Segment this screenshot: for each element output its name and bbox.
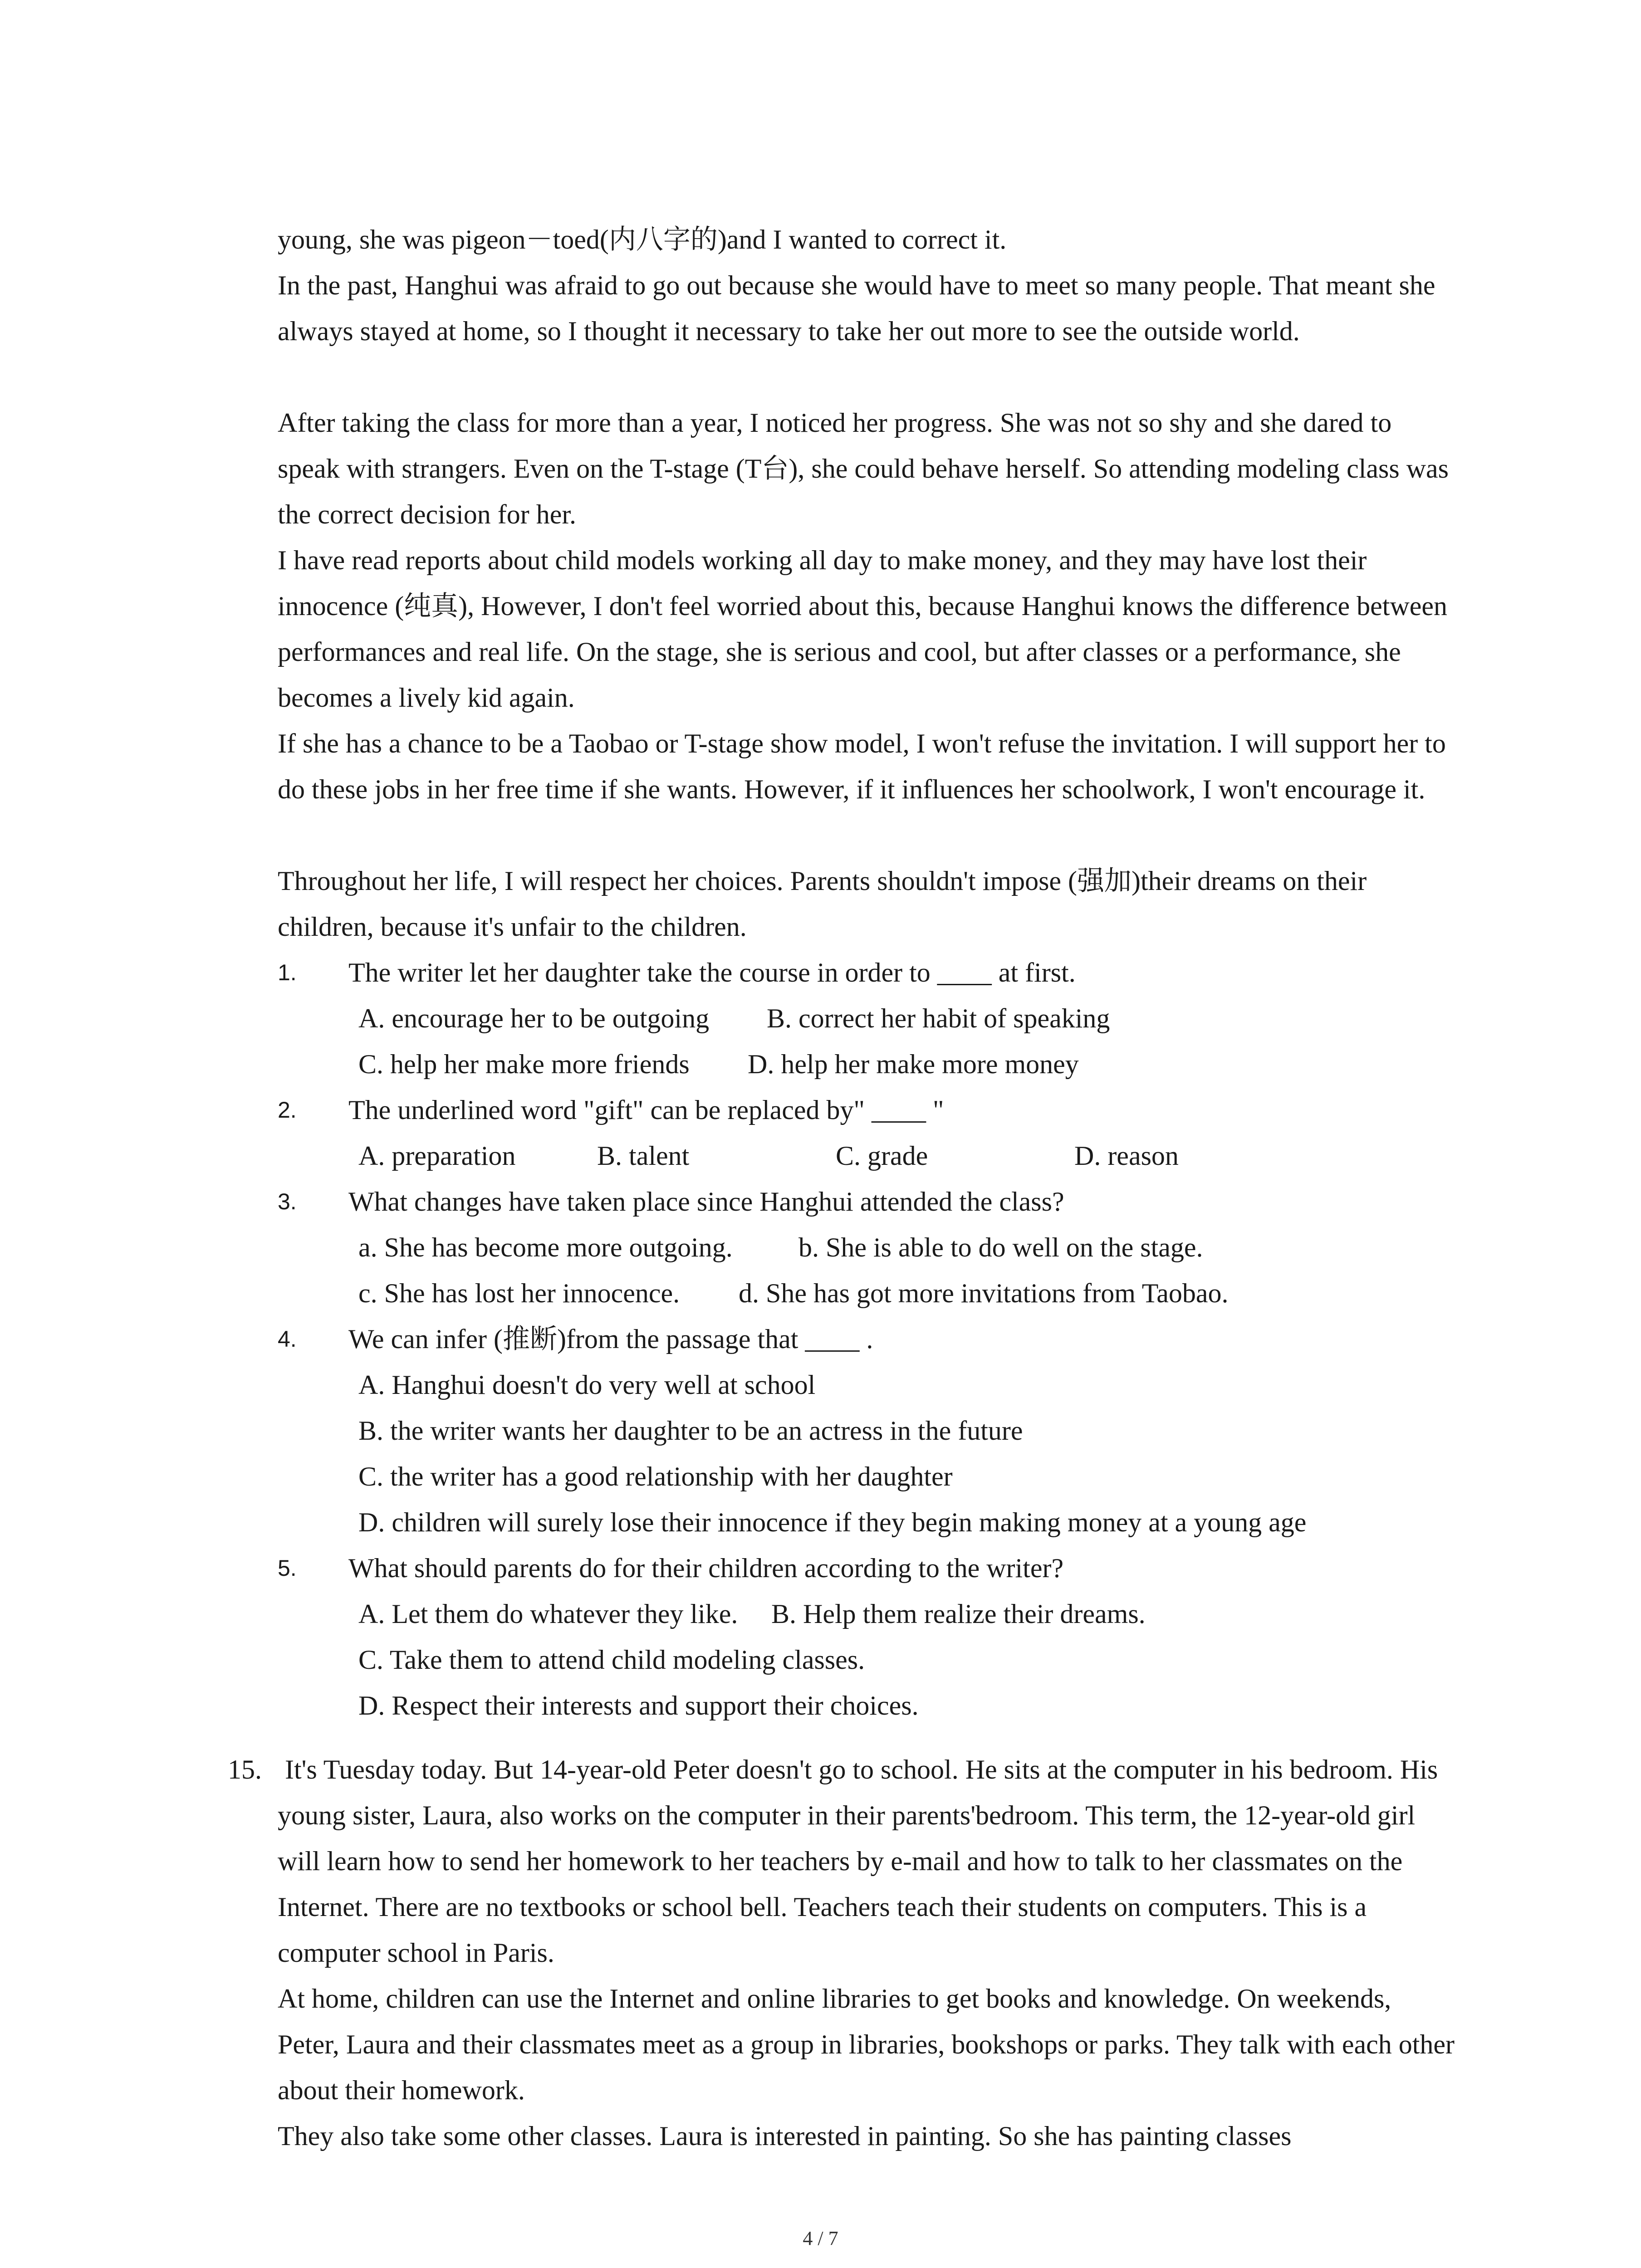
option-c: C. the writer has a good relationship with her daughter — [358, 1461, 953, 1491]
passage14-paragraph-3: After taking the class for more than a year, I noticed her progress. She was not so shy and she dared to speak with strangers. Even on the T-stage (T台), she could behave herself. So attending modeling class was the correct decision for her. — [278, 408, 1449, 529]
option-d: D. help her make more money — [748, 1049, 1079, 1079]
question-number: 1. — [278, 960, 297, 985]
question-text: The writer let her daughter take the course in order to ____ at first. — [348, 958, 1076, 987]
passage15-paragraph-2: At home, children can use the Internet and online libraries to get books and knowledge. On weekends, Peter, Laura and their classmates meet as a group in libraries, bookshops or parks. They talk with each other about their homework. — [278, 1984, 1455, 2105]
question-text: We can infer (推断)from the passage that ____ . — [348, 1324, 873, 1354]
option-d: D. reason — [1074, 1141, 1179, 1171]
passage15-paragraph-3: They also take some other classes. Laura is interested in painting. So she has painting classes — [278, 2121, 1292, 2151]
option-a: A. encourage her to be outgoing — [358, 1003, 710, 1033]
option-b: b. She is able to do well on the stage. — [798, 1232, 1203, 1262]
option-c: c. She has lost her innocence. — [358, 1278, 680, 1308]
passage15-paragraph-1: It's Tuesday today. But 14-year-old Peter doesn't go to school. He sits at the computer in his bedroom. His young sister, Laura, also works on the computer in their parents'bedroom. This term, the 12-year-old girl will learn how to send her homework to her teachers by e-mail and how to talk to her classmates on the Internet. There are no textbooks or school bell. Teachers teach their students on computers. This is a computer school in Paris. — [278, 1755, 1438, 1968]
question-number: 4. — [278, 1326, 297, 1352]
page-number: 4 / 7 — [803, 2227, 838, 2249]
option-a: A. Hanghui doesn't do very well at school — [358, 1370, 816, 1400]
option-d: D. Respect their interests and support their choices. — [358, 1691, 919, 1721]
passage15-number: 15. — [228, 1755, 262, 1784]
option-b: B. the writer wants her daughter to be an actress in the future — [358, 1416, 1023, 1446]
option-b: B. correct her habit of speaking — [767, 1003, 1110, 1033]
option-a: A. Let them do whatever they like. — [358, 1599, 738, 1629]
option-a: a. She has become more outgoing. — [358, 1232, 733, 1262]
option-a: A. preparation — [358, 1141, 516, 1171]
passage14-paragraph-4: I have read reports about child models working all day to make money, and they may have lost their innocence (纯真), However, I don't feel worried about this, because Hanghui knows the difference between performances and real life. On the stage, she is serious and cool, but after classes or a performance, she becomes a lively kid again. — [278, 545, 1448, 713]
passage14-paragraph-6: Throughout her life, I will respect her choices. Parents shouldn't impose (强加)their dreams on their children, because it's unfair to the children. — [278, 866, 1367, 942]
question-number: 2. — [278, 1097, 297, 1123]
passage14-paragraph-2: In the past, Hanghui was afraid to go out because she would have to meet so many people. That meant she always stayed at home, so I thought it necessary to take her out more to see the outside world. — [278, 270, 1435, 346]
question-text: What should parents do for their children according to the writer? — [348, 1553, 1064, 1583]
question-text: The underlined word "gift" can be replaced by" ____ " — [348, 1095, 944, 1125]
passage14-paragraph-5: If she has a chance to be a Taobao or T-stage show model, I won't refuse the invitation. I will support her to do these jobs in her free time if she wants. However, if it influences her schoolwork, I won't encourage it. — [278, 728, 1446, 804]
option-b: B. Help them realize their dreams. — [771, 1599, 1146, 1629]
question-number: 5. — [278, 1555, 297, 1581]
passage14-paragraph-1: young, she was pigeon－toed(内八字的)and I wanted to correct it. — [278, 225, 1007, 254]
question-number: 3. — [278, 1189, 297, 1214]
option-d: d. She has got more invitations from Taobao. — [739, 1278, 1229, 1308]
option-b: B. talent — [597, 1141, 690, 1171]
question-text: What changes have taken place since Hanghui attended the class? — [348, 1187, 1064, 1217]
option-c: C. grade — [836, 1141, 928, 1171]
option-c: C. help her make more friends — [358, 1049, 690, 1079]
option-d: D. children will surely lose their innocence if they begin making money at a young age — [358, 1507, 1307, 1537]
option-c: C. Take them to attend child modeling classes. — [358, 1645, 865, 1675]
